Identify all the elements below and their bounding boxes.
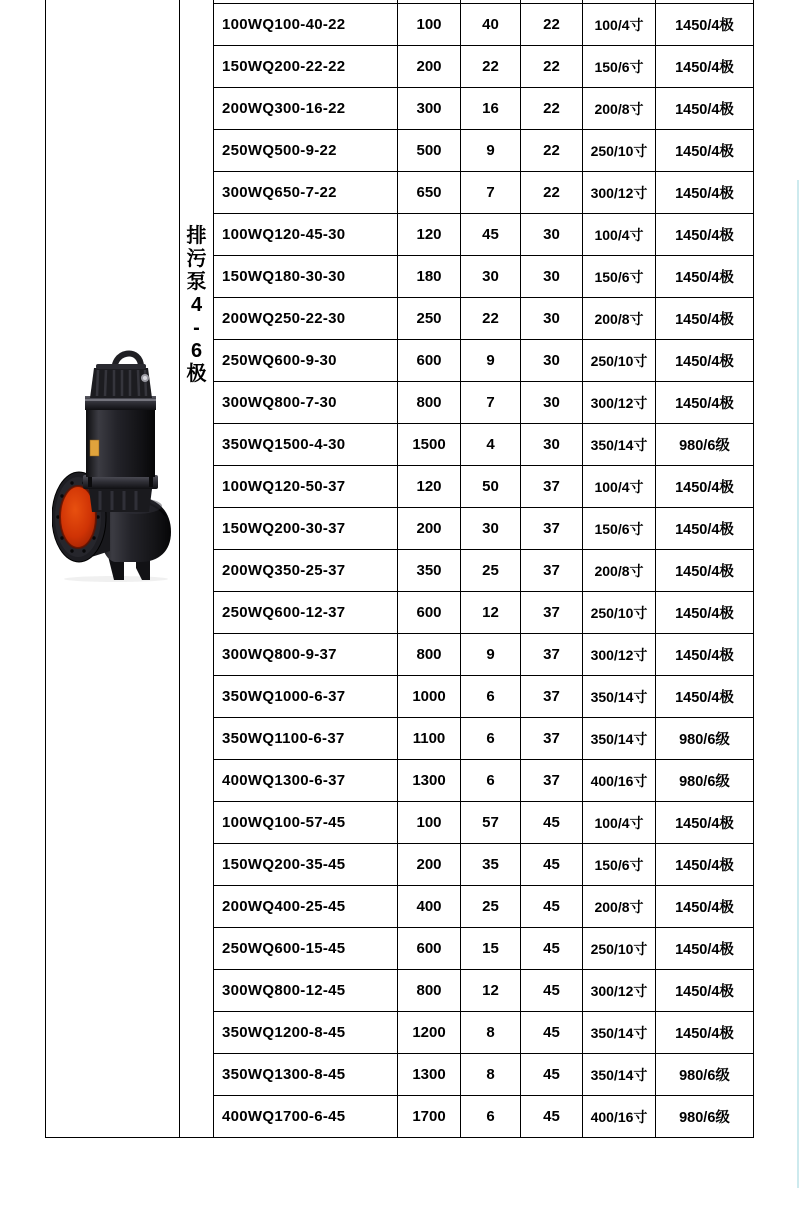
flow-cell: 200 [398,46,461,88]
model-cell: 150WQ180-30-30 [214,256,398,298]
head-cell: 16 [461,88,521,130]
model-cell: 350WQ1500-4-30 [214,424,398,466]
speed-cell: 1450/4极 [656,256,754,298]
speed-cell: 980/6级 [656,1096,754,1138]
outlet-cell: 200/8寸 [583,88,656,130]
speed-cell: 1450/4极 [656,676,754,718]
head-cell: 22 [461,46,521,88]
flow-cell: 200 [398,844,461,886]
flow-cell: 1500 [398,424,461,466]
head-cell: 15 [461,928,521,970]
outlet-cell: 300/12寸 [583,382,656,424]
model-cell: 250WQ600-15-45 [214,928,398,970]
power-cell: 22 [521,172,583,214]
flow-cell: 500 [398,130,461,172]
flow-cell: 1100 [398,718,461,760]
model-cell: 300WQ650-7-22 [214,172,398,214]
model-cell: 200WQ400-25-45 [214,886,398,928]
flow-cell: 100 [398,802,461,844]
flow-cell: 800 [398,970,461,1012]
speed-cell: 1450/4极 [656,88,754,130]
flow-cell: 100 [398,4,461,46]
flow-cell: 180 [398,256,461,298]
head-cell: 40 [461,4,521,46]
speed-cell: 980/6级 [656,760,754,802]
speed-cell: 1450/4极 [656,4,754,46]
speed-cell: 1450/4极 [656,886,754,928]
model-cell: 150WQ200-30-37 [214,508,398,550]
flow-cell: 800 [398,382,461,424]
outlet-cell: 250/10寸 [583,340,656,382]
outlet-cell: 150/6寸 [583,508,656,550]
speed-cell: 980/6级 [656,424,754,466]
power-cell: 30 [521,214,583,256]
outlet-cell: 350/14寸 [583,676,656,718]
speed-cell: 1450/4极 [656,382,754,424]
outlet-cell: 150/6寸 [583,46,656,88]
power-cell: 30 [521,424,583,466]
speed-cell: 1450/4极 [656,340,754,382]
page-edge-line [797,180,799,1188]
group-label-char: 极 [186,363,207,385]
head-cell: 57 [461,802,521,844]
speed-cell: 1450/4极 [656,928,754,970]
speed-cell: 1450/4极 [656,130,754,172]
power-cell: 37 [521,634,583,676]
model-cell: 350WQ1300-8-45 [214,1054,398,1096]
power-cell: 45 [521,970,583,1012]
speed-cell: 1450/4极 [656,592,754,634]
power-cell: 30 [521,382,583,424]
outlet-cell: 200/8寸 [583,298,656,340]
head-cell: 30 [461,508,521,550]
outlet-cell: 350/14寸 [583,424,656,466]
outlet-cell: 150/6寸 [583,256,656,298]
speed-cell: 1450/4极 [656,970,754,1012]
model-cell: 350WQ1000-6-37 [214,676,398,718]
power-cell: 45 [521,1012,583,1054]
head-cell: 8 [461,1054,521,1096]
head-cell: 45 [461,214,521,256]
power-cell: 45 [521,928,583,970]
model-cell: 250WQ500-9-22 [214,130,398,172]
power-cell: 37 [521,760,583,802]
power-cell: 37 [521,466,583,508]
speed-cell: 1450/4极 [656,466,754,508]
flow-cell: 1300 [398,760,461,802]
flow-cell: 650 [398,172,461,214]
flow-cell: 300 [398,88,461,130]
flow-cell: 1200 [398,1012,461,1054]
group-label-char: 4 [190,294,203,316]
pump-image-cell [46,0,180,1138]
flow-cell: 600 [398,928,461,970]
outlet-cell: 100/4寸 [583,4,656,46]
flow-cell: 600 [398,592,461,634]
model-cell: 300WQ800-12-45 [214,970,398,1012]
head-cell: 12 [461,592,521,634]
model-cell: 200WQ300-16-22 [214,88,398,130]
outlet-cell: 350/14寸 [583,1054,656,1096]
speed-cell: 1450/4极 [656,844,754,886]
power-cell: 45 [521,844,583,886]
flow-cell: 800 [398,634,461,676]
model-cell: 150WQ200-35-45 [214,844,398,886]
head-cell: 8 [461,1012,521,1054]
speed-cell: 1450/4极 [656,802,754,844]
outlet-cell: 300/12寸 [583,970,656,1012]
outlet-cell: 100/4寸 [583,214,656,256]
power-cell: 37 [521,550,583,592]
flow-cell: 120 [398,214,461,256]
power-cell: 22 [521,130,583,172]
group-label-char: 污 [186,248,207,270]
model-cell: 100WQ120-50-37 [214,466,398,508]
power-cell: 22 [521,46,583,88]
model-cell: 150WQ200-22-22 [214,46,398,88]
outlet-cell: 200/8寸 [583,886,656,928]
outlet-cell: 100/4寸 [583,802,656,844]
speed-cell: 1450/4极 [656,550,754,592]
outlet-cell: 250/10寸 [583,592,656,634]
power-cell: 37 [521,508,583,550]
model-cell: 100WQ100-40-22 [214,4,398,46]
group-label-char: - [193,317,200,339]
model-cell: 350WQ1200-8-45 [214,1012,398,1054]
power-cell: 37 [521,592,583,634]
head-cell: 30 [461,256,521,298]
speed-cell: 1450/4极 [656,46,754,88]
power-cell: 37 [521,676,583,718]
outlet-cell: 400/16寸 [583,1096,656,1138]
head-cell: 6 [461,718,521,760]
outlet-cell: 350/14寸 [583,718,656,760]
head-cell: 9 [461,634,521,676]
flow-cell: 400 [398,886,461,928]
power-cell: 30 [521,256,583,298]
model-cell: 300WQ800-9-37 [214,634,398,676]
model-cell: 350WQ1100-6-37 [214,718,398,760]
outlet-cell: 400/16寸 [583,760,656,802]
flow-cell: 120 [398,466,461,508]
power-cell: 45 [521,802,583,844]
head-cell: 7 [461,172,521,214]
group-label-char: 泵 [186,271,207,293]
power-cell: 30 [521,298,583,340]
model-cell: 400WQ1300-6-37 [214,760,398,802]
model-cell: 100WQ120-45-30 [214,214,398,256]
speed-cell: 1450/4极 [656,298,754,340]
model-cell: 200WQ350-25-37 [214,550,398,592]
flow-cell: 1000 [398,676,461,718]
outlet-cell: 350/14寸 [583,1012,656,1054]
outlet-cell: 250/10寸 [583,130,656,172]
head-cell: 9 [461,340,521,382]
head-cell: 9 [461,130,521,172]
speed-cell: 1450/4极 [656,172,754,214]
head-cell: 35 [461,844,521,886]
head-cell: 7 [461,382,521,424]
speed-cell: 1450/4极 [656,634,754,676]
speed-cell: 980/6级 [656,1054,754,1096]
flow-cell: 1700 [398,1096,461,1138]
head-cell: 4 [461,424,521,466]
pump-spec-table [45,0,754,1138]
speed-cell: 1450/4极 [656,508,754,550]
speed-cell: 1450/4极 [656,214,754,256]
outlet-cell: 300/12寸 [583,634,656,676]
group-label-char: 排 [186,225,207,247]
power-cell: 22 [521,88,583,130]
model-cell: 200WQ250-22-30 [214,298,398,340]
speed-cell: 980/6级 [656,718,754,760]
group-label [180,225,213,386]
flow-cell: 600 [398,340,461,382]
outlet-cell: 250/10寸 [583,928,656,970]
head-cell: 50 [461,466,521,508]
head-cell: 22 [461,298,521,340]
group-label-cell [180,0,214,1138]
outlet-cell: 150/6寸 [583,844,656,886]
head-cell: 12 [461,970,521,1012]
speed-cell: 1450/4极 [656,1012,754,1054]
model-cell: 100WQ100-57-45 [214,802,398,844]
outlet-cell: 200/8寸 [583,550,656,592]
head-cell: 6 [461,760,521,802]
power-cell: 45 [521,886,583,928]
power-cell: 45 [521,1096,583,1138]
head-cell: 6 [461,676,521,718]
head-cell: 6 [461,1096,521,1138]
model-cell: 300WQ800-7-30 [214,382,398,424]
flow-cell: 200 [398,508,461,550]
model-cell: 400WQ1700-6-45 [214,1096,398,1138]
model-cell: 250WQ600-12-37 [214,592,398,634]
head-cell: 25 [461,886,521,928]
flow-cell: 350 [398,550,461,592]
pump-product-image [52,346,174,582]
outlet-cell: 100/4寸 [583,466,656,508]
power-cell: 30 [521,340,583,382]
flow-cell: 1300 [398,1054,461,1096]
head-cell: 25 [461,550,521,592]
flow-cell: 250 [398,298,461,340]
power-cell: 45 [521,1054,583,1096]
model-cell: 250WQ600-9-30 [214,340,398,382]
power-cell: 37 [521,718,583,760]
outlet-cell: 300/12寸 [583,172,656,214]
power-cell: 22 [521,4,583,46]
group-label-char: 6 [190,340,203,362]
